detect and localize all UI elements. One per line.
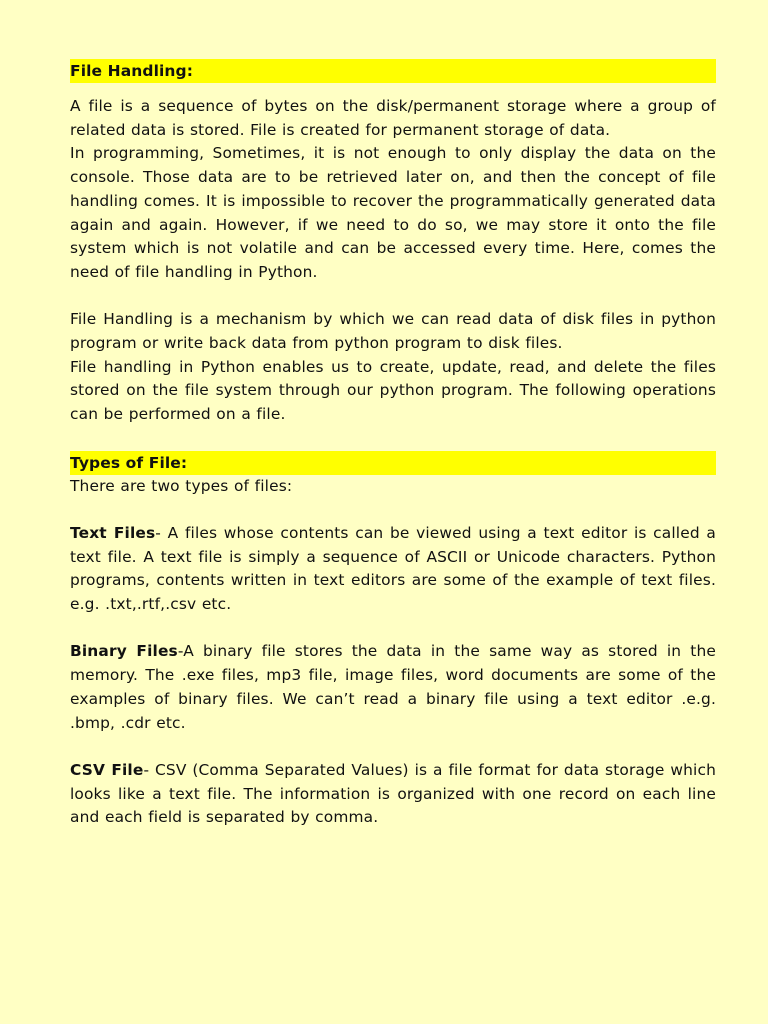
spacer	[70, 498, 716, 522]
paragraph-file-handling-python: File handling in Python enables us to create, update, read, and delete the files stored on the file system through our python program. The following operations can be performed on a file.	[70, 357, 716, 424]
spacer	[70, 735, 716, 759]
term-binary-files: Binary Files	[70, 642, 178, 661]
paragraph-text-files	[70, 522, 716, 617]
spacer	[70, 83, 716, 95]
spacer	[70, 617, 716, 641]
paragraph-binary-files	[70, 640, 716, 735]
csv-file-description: - CSV (Comma Separated Values) is a file format for data storage which looks like a text file. The information is organized with one record on each line and each field is separated by comma.	[70, 760, 716, 827]
paragraph-file-definition: A file is a sequence of bytes on the disk/permanent storage where a group of related data is stored. File is created for permanent storage of data.	[70, 97, 716, 139]
heading-types-of-file: Types of File:	[70, 451, 716, 475]
document-content	[70, 59, 716, 830]
spacer	[70, 427, 716, 451]
spacer	[70, 285, 716, 309]
paragraph-types-intro: There are two types of files:	[70, 476, 293, 495]
term-csv-file: CSV File	[70, 760, 144, 779]
paragraph-programming-need: In programming, Sometimes, it is not enough to only display the data on the console. Those data are to be retrieved later on, and then the concept of file handling comes. It is impossible to recover the programmatically generated data again and again. However, if we need to do so, we may store it onto the file system which is not volatile and can be accessed every time. Here, comes the need of file handling in Python.	[70, 144, 716, 281]
term-text-files: Text Files	[70, 523, 156, 542]
paragraph-file-handling-mechanism: File Handling is a mechanism by which we can read data of disk files in python program or write back data from python program to disk files.	[70, 310, 716, 353]
binary-files-description: -A binary file stores the data in the same way as stored in the memory. The .exe files, mp3 file, image files, word documents are some of the examples of binary files. We can’t read a binary file using a text editor .e.g. .bmp, .cdr etc.	[70, 642, 716, 732]
heading-file-handling: File Handling:	[70, 59, 716, 83]
paragraph-csv-file	[70, 759, 716, 830]
text-files-description: - A files whose contents can be viewed using a text editor is called a text file. A text file is simply a sequence of ASCII or Unicode characters. Python programs, contents written in text editors are some of the example of text files. e.g. .txt,.rtf,.csv etc.	[70, 523, 716, 614]
